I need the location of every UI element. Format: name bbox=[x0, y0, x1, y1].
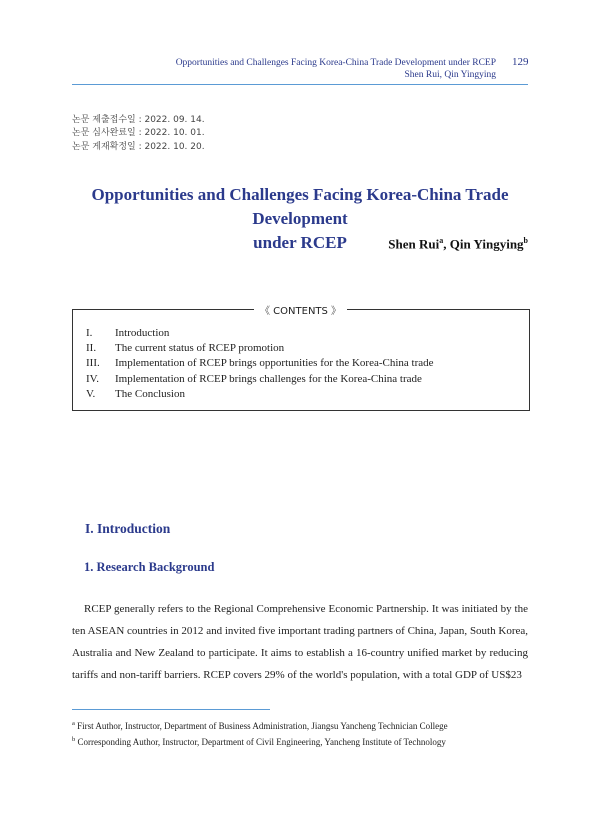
contents-item-text: Implementation of RCEP brings opportunities for the Korea-China trade bbox=[115, 357, 434, 370]
paper-title-line-2: under RCEP bbox=[253, 233, 347, 252]
body-paragraph-text: RCEP generally refers to the Regional Comprehensive Economic Partnership. It was initiated by the ten ASEAN countries in 2012 and invited five important trading partners of China, Japan, South Korea, Australia and New Zealand to participate. It aims to establish a 16-country unified market by reducing tariffs and non-tariff barriers. RCEP covers 29% of the world's population, with a total GDP of US$23 bbox=[72, 603, 528, 681]
running-title: Opportunities and Challenges Facing Korea-China Trade Development under RCEP bbox=[175, 58, 496, 68]
footnote bbox=[72, 733, 448, 749]
contents-item-text: The current status of RCEP promotion bbox=[115, 342, 285, 355]
date-reviewed: 논문 심사완료일 : 2022. 10. 01. bbox=[72, 128, 205, 139]
footnote-mark: b bbox=[72, 736, 76, 743]
author-1: Shen Rui bbox=[388, 236, 440, 252]
footnotes bbox=[72, 717, 448, 749]
contents-list bbox=[86, 326, 434, 402]
contents-item-number: V. bbox=[86, 387, 96, 400]
running-authors: Shen Rui, Qin Yingying bbox=[404, 70, 496, 80]
contents-item bbox=[86, 356, 434, 371]
submission-dates bbox=[72, 114, 205, 154]
subsection-heading: 1. Research Background bbox=[84, 560, 215, 574]
contents-item bbox=[86, 326, 434, 341]
contents-item-text: The Conclusion bbox=[115, 387, 185, 400]
footnote-mark: a bbox=[72, 720, 75, 727]
paper-title-line-1: Opportunities and Challenges Facing Korea-China Trade Development bbox=[91, 185, 509, 228]
contents-item bbox=[86, 387, 434, 402]
contents-item-text: Introduction bbox=[115, 327, 170, 339]
contents-item-number: III. bbox=[86, 357, 100, 370]
author-line bbox=[388, 236, 528, 252]
contents-item bbox=[86, 341, 434, 356]
contents-item-number: II. bbox=[86, 342, 97, 355]
date-accepted: 논문 게재확정일 : 2022. 10. 20. bbox=[72, 141, 205, 152]
body-paragraph bbox=[72, 598, 528, 686]
contents-heading: 《 CONTENTS 》 bbox=[254, 302, 347, 317]
date-received: 논문 제출접수일 : 2022. 09. 14. bbox=[72, 115, 205, 125]
contents-item-number: IV. bbox=[86, 372, 99, 385]
page-number: 129 bbox=[512, 56, 529, 68]
contents-item-number: I. bbox=[86, 327, 93, 339]
author-2-mark: b bbox=[523, 236, 528, 245]
contents-item-text: Implementation of RCEP brings challenges for the Korea-China trade bbox=[115, 372, 422, 385]
section-heading: I. Introduction bbox=[85, 521, 171, 536]
footnote-rule bbox=[72, 709, 270, 710]
footnote bbox=[72, 717, 448, 733]
author-separator: , bbox=[443, 236, 450, 252]
author-1-mark: a bbox=[439, 236, 444, 245]
header-rule bbox=[72, 84, 528, 85]
footnote-text: Corresponding Author, Instructor, Department of Civil Engineering, Yancheng Institute of Technology bbox=[75, 737, 446, 747]
footnote-text: First Author, Instructor, Department of Business Administration, Jiangsu Yancheng Technician College bbox=[74, 721, 448, 731]
author-2: Qin Yingying bbox=[449, 236, 524, 252]
contents-item bbox=[86, 372, 434, 387]
